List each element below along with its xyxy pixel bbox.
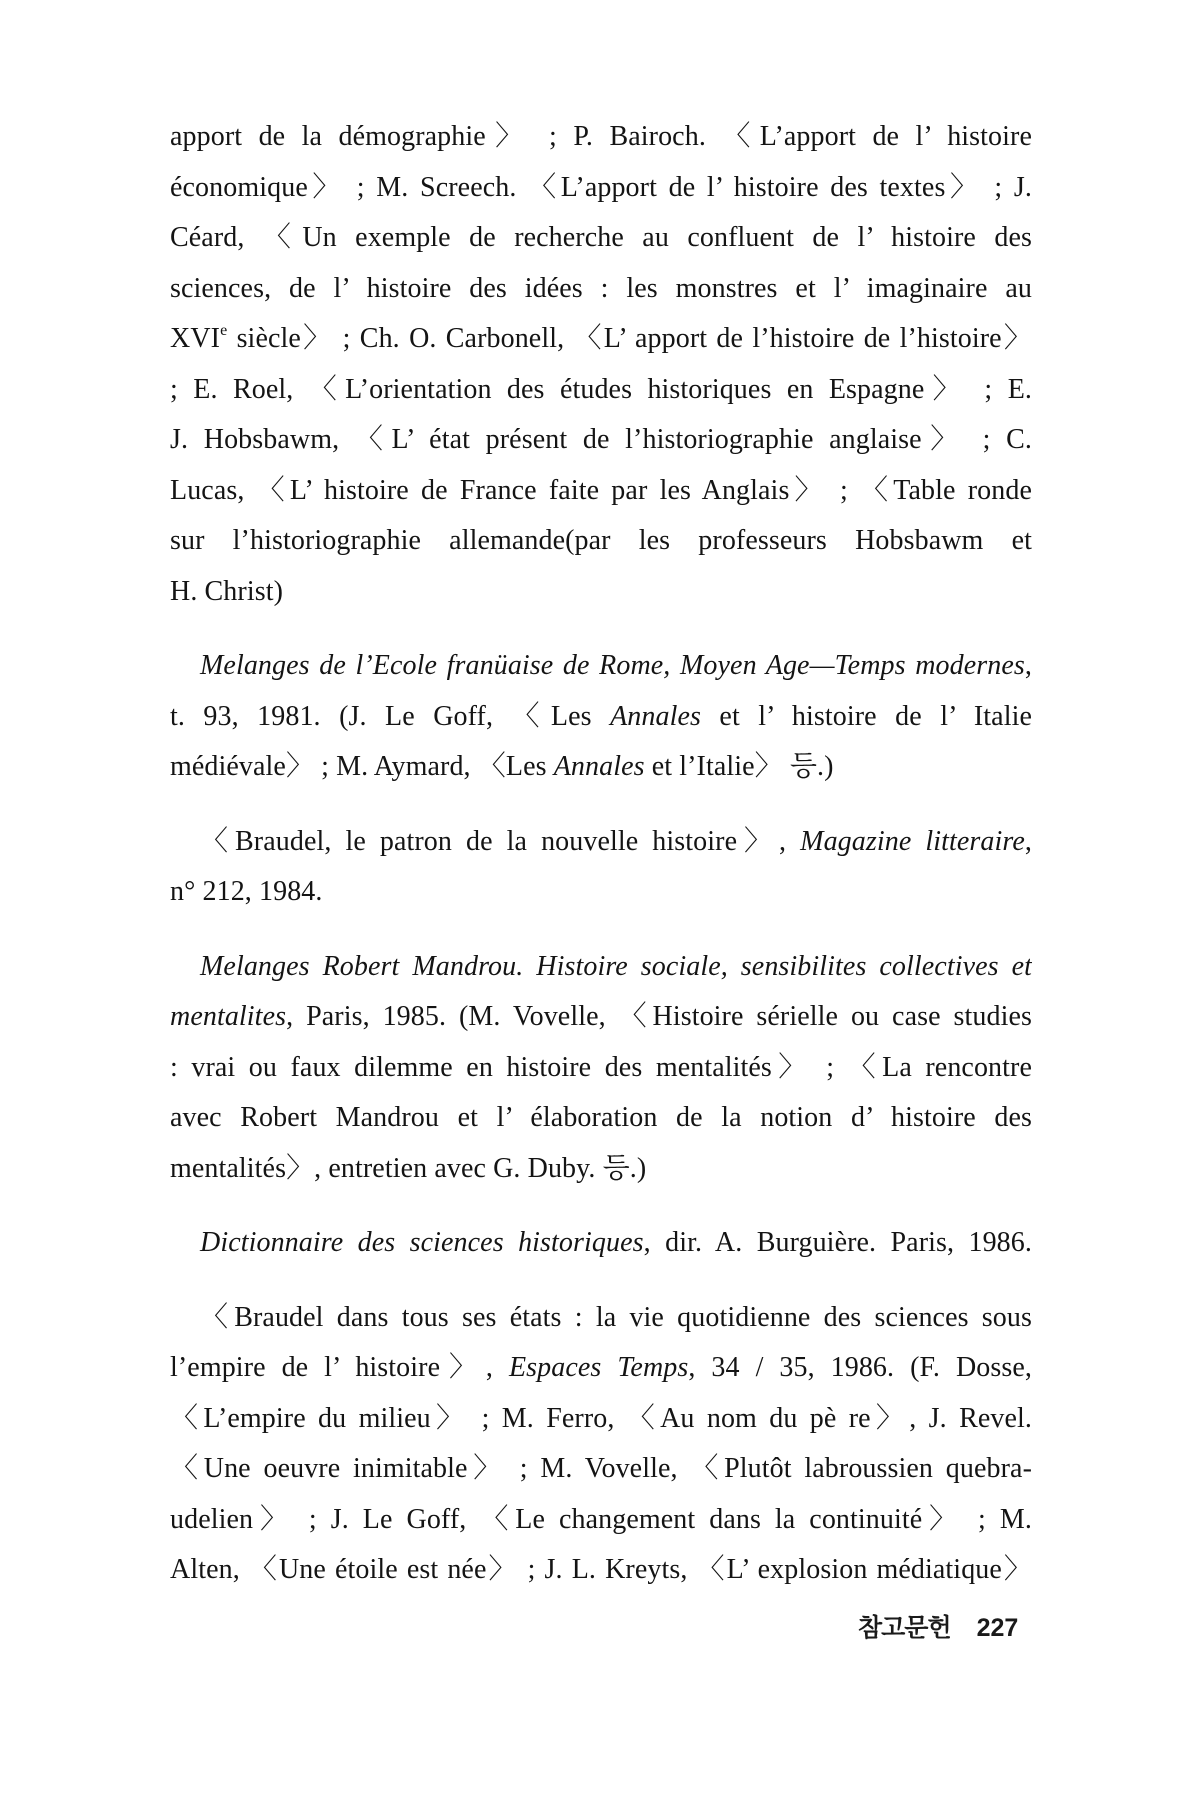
text-line bbox=[170, 1343, 1032, 1394]
text-line bbox=[170, 415, 1032, 466]
running-footer-section-title: 참고문헌 bbox=[858, 1613, 951, 1642]
italic-title-text: Magazine litteraire bbox=[800, 825, 1025, 857]
text-segment: , bbox=[1024, 650, 1032, 681]
italic-title-text: Espaces Temps bbox=[508, 1352, 689, 1383]
text-line bbox=[170, 867, 1032, 918]
italic-title-text: Melanges Robert Mandrou. Histoire sociale, sensibilites collectives et bbox=[200, 950, 1032, 982]
bibliography-entry bbox=[170, 817, 1032, 918]
text-segment: ; E. Roel, 〈L’orientation des études historiques en Espagne〉 ; E. bbox=[170, 373, 1032, 405]
text-segment: Lucas, 〈L’ histoire de France faite par les Anglais〉 ; 〈Table ronde bbox=[170, 474, 1032, 506]
bibliography-page bbox=[170, 112, 1032, 1620]
text-line bbox=[170, 213, 1032, 264]
text-line bbox=[170, 314, 1032, 365]
text-line bbox=[170, 516, 1032, 567]
text-segment: 〈L’empire du milieu〉 ; M. Ferro, 〈Au nom du pè re〉, J. Revel. bbox=[170, 1402, 1032, 1434]
text-line bbox=[170, 1093, 1032, 1144]
italic-title-text: Annales bbox=[610, 700, 701, 732]
text-line bbox=[170, 1545, 1032, 1596]
text-segment: t. 93, 1981. (J. Le Goff, 〈Les bbox=[170, 700, 611, 732]
text-segment: Alten, 〈Une étoile est née〉 ; J. L. Kreyts, 〈L’ explosion médiatique〉 bbox=[170, 1554, 1032, 1585]
text-line bbox=[170, 1218, 1032, 1269]
text-segment: et l’ histoire de l’ Italie bbox=[701, 700, 1032, 732]
text-segment: sciences, de l’ histoire des idées : les monstres et l’ imaginaire au bbox=[170, 272, 1032, 304]
text-segment: , dir. A. Burguière. Paris, 1986. bbox=[643, 1227, 1032, 1258]
text-segment: mentalités〉, entretien avec G. Duby. 등.) bbox=[170, 1152, 647, 1184]
text-line bbox=[170, 942, 1032, 993]
italic-title-text: mentalites bbox=[170, 1001, 287, 1032]
text-segment: 〈Braudel, le patron de la nouvelle histoire〉, bbox=[200, 825, 801, 857]
text-segment: 〈Braudel dans tous ses états : la vie quotidienne des sciences sous bbox=[200, 1301, 1032, 1333]
text-line bbox=[170, 992, 1032, 1043]
bibliography-entry bbox=[170, 112, 1032, 617]
text-line bbox=[170, 567, 1032, 618]
text-segment: apport de la démographie〉 ; P. Bairoch. 〈L’apport de l’ histoire bbox=[170, 121, 1032, 152]
italic-title-text: Annales bbox=[553, 751, 645, 782]
bibliography-entry bbox=[170, 942, 1032, 1195]
text-line bbox=[170, 264, 1032, 315]
text-line bbox=[170, 1444, 1032, 1495]
text-segment: J. Hobsbawm, 〈L’ état présent de l’historiographie anglaise〉 ; C. bbox=[170, 424, 1032, 455]
text-line bbox=[170, 692, 1032, 743]
text-segment: 〈Une oeuvre inimitable〉 ; M. Vovelle, 〈Plutôt labroussien quebra- bbox=[170, 1453, 1032, 1484]
page-footer bbox=[858, 1608, 1018, 1644]
text-segment: XVI bbox=[170, 323, 221, 354]
text-line bbox=[170, 365, 1032, 416]
italic-title-text: ü bbox=[493, 650, 508, 681]
bibliography-entry bbox=[170, 1293, 1032, 1596]
text-line bbox=[170, 1144, 1032, 1195]
page-number: 227 bbox=[976, 1614, 1019, 1642]
text-segment: Céard, 〈Un exemple de recherche au confluent de l’ histoire des bbox=[170, 222, 1032, 253]
text-line bbox=[170, 1394, 1032, 1445]
text-segment: économique〉 ; M. Screech. 〈L’apport de l’ histoire des textes〉 ; J. bbox=[170, 171, 1032, 203]
text-segment: siècle〉 ; Ch. O. Carbonell, 〈L’ apport de l’histoire de l’histoire〉 bbox=[227, 323, 1032, 354]
text-line bbox=[170, 641, 1032, 692]
italic-title-text: aise de Rome, Moyen Age—Temps modernes bbox=[507, 650, 1025, 681]
italic-title-text: Melanges de l’Ecole fran bbox=[200, 650, 494, 681]
text-segment: : vrai ou faux dilemme en histoire des mentalités〉 ; 〈La rencontre bbox=[170, 1051, 1032, 1083]
text-line bbox=[170, 112, 1032, 163]
text-segment: l’empire de l’ histoire〉, bbox=[170, 1352, 509, 1383]
text-line bbox=[170, 1495, 1032, 1546]
bibliography-entry bbox=[170, 641, 1032, 793]
text-segment: n° 212, 1984. bbox=[170, 876, 323, 907]
text-segment: , Paris, 1985. (M. Vovelle, 〈Histoire sérielle ou case studies bbox=[286, 1001, 1032, 1032]
text-line bbox=[170, 817, 1032, 868]
text-segment: , bbox=[1024, 825, 1032, 857]
text-line bbox=[170, 1293, 1032, 1344]
text-line bbox=[170, 1043, 1032, 1094]
text-segment: et l’Italie〉 등.) bbox=[644, 751, 834, 782]
text-segment: avec Robert Mandrou et l’ élaboration de la notion d’ histoire des bbox=[170, 1102, 1032, 1133]
bibliography-entry bbox=[170, 1218, 1032, 1269]
text-segment: sur l’historiographie allemande(par les professeurs Hobsbawm et bbox=[170, 525, 1032, 556]
text-line bbox=[170, 163, 1032, 214]
italic-title-text: Dictionnaire des sciences historiques bbox=[200, 1227, 644, 1258]
text-segment: H. Christ) bbox=[170, 575, 283, 607]
text-segment: médiévale〉 ; M. Aymard, 〈Les bbox=[170, 751, 554, 782]
text-segment: e bbox=[220, 322, 228, 339]
text-line bbox=[170, 742, 1032, 793]
text-segment: , 34 / 35, 1986. (F. Dosse, bbox=[688, 1352, 1032, 1383]
text-line bbox=[170, 466, 1032, 517]
text-segment: udelien〉 ; J. Le Goff, 〈Le changement dans la continuité〉 ; M. bbox=[170, 1503, 1032, 1535]
